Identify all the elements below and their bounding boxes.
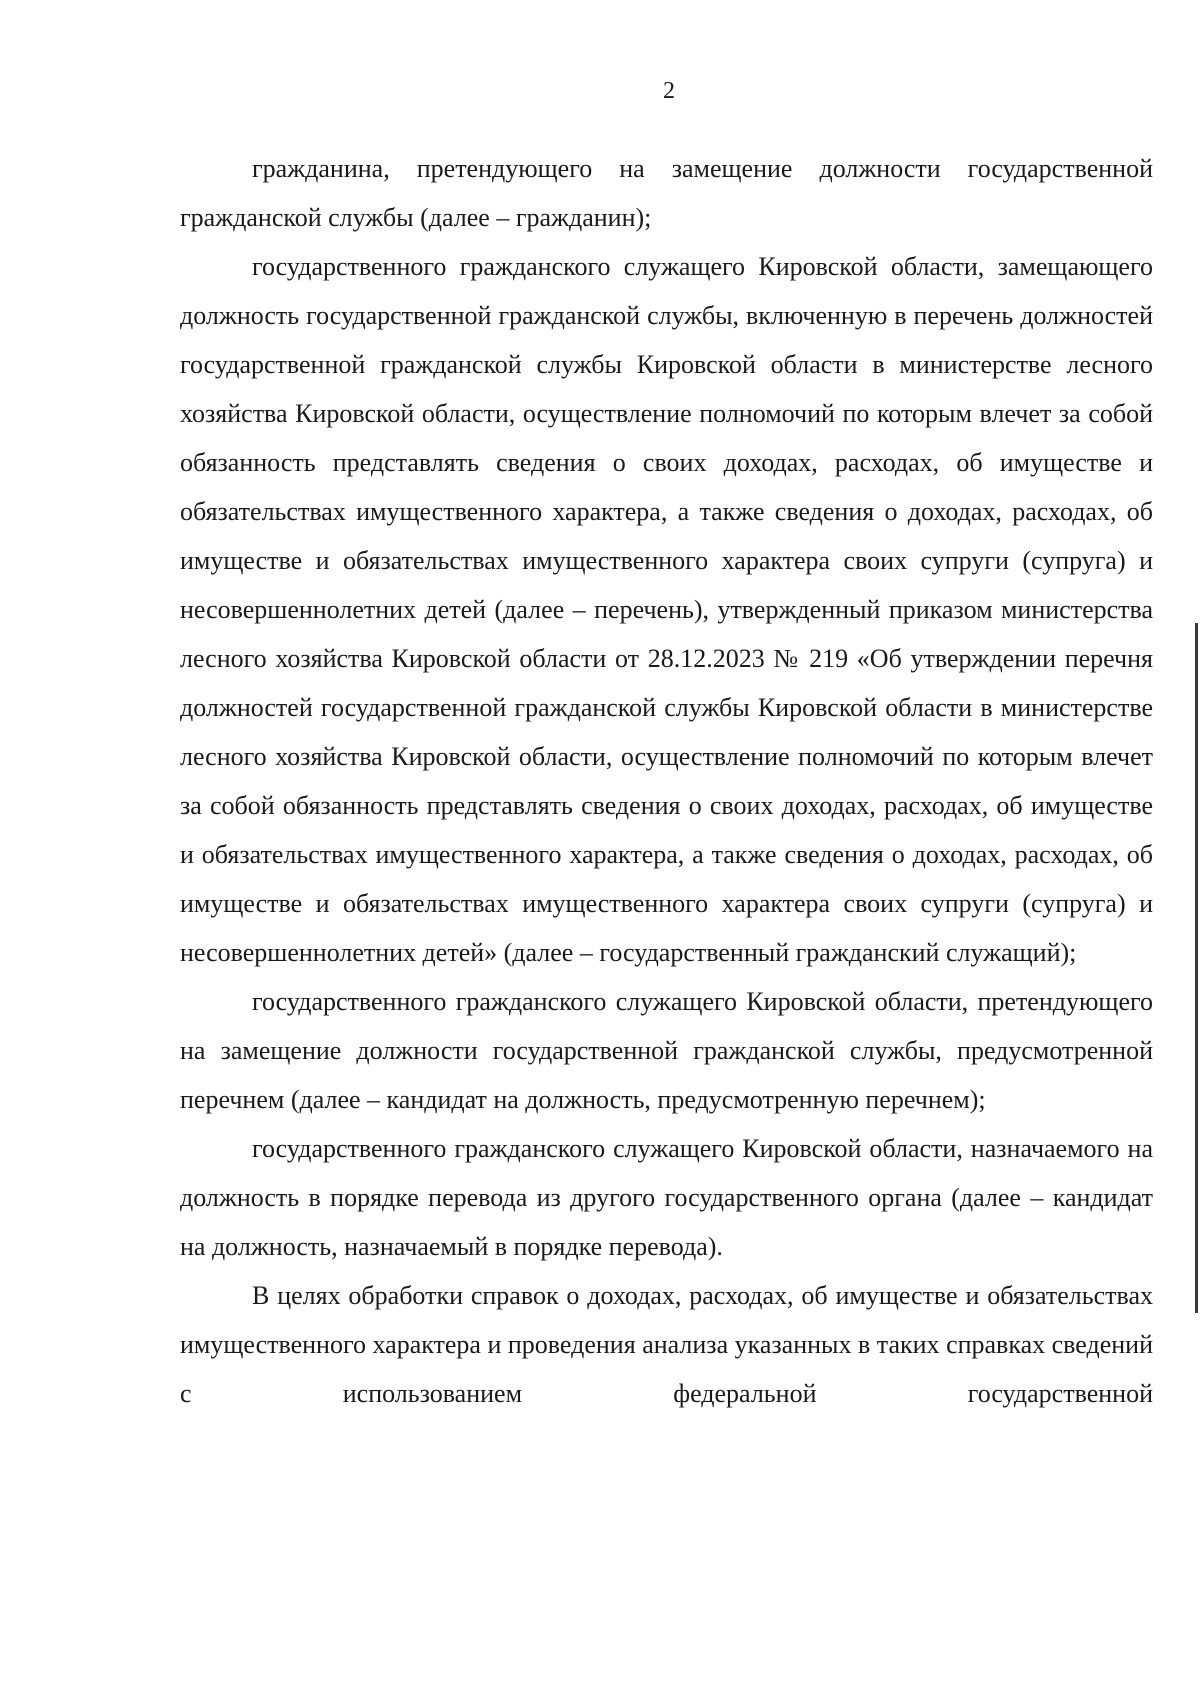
paragraph-candidate-for-position: государственного гражданского служащего Кировской области, претендующего на замещение должности государственной гражданской службы, предусмотренной перечнем (далее – кандидат на должность, предусмотренную перечнем);: [180, 987, 1153, 1114]
page-number: 2: [663, 78, 675, 104]
paragraph-candidate-by-transfer: государственного гражданского служащего Кировской области, назначаемого на должность в порядке перевода из другого государственного органа (далее – кандидат на должность, назначаемый в порядке перевода).: [180, 1134, 1153, 1261]
scan-edge-line: [1195, 623, 1198, 1313]
paragraph-processing-purpose: В целях обработки справок о доходах, расходах, об имуществе и обязательствах имущественного характера и проведения анализа указанных в таких справках сведений с использованием федеральной государственной: [180, 1281, 1153, 1408]
paragraph-civil-servant: государственного гражданского служащего Кировской области, замещающего должность государственной гражданской службы, включенную в перечень должностей государственной гражданской службы Кировской области в министерстве лесного хозяйства Кировской области, осуществление полномочий по которым влечет за собой обязанность представлять сведения о своих доходах, расходах, об имуществе и обязательствах имущественного характера, а также сведения о доходах, расходах, об имуществе и обязательствах имущественного характера своих супруги (супруга) и несовершеннолетних детей (далее – перечень), утвержденный приказом министерства лесного хозяйства Кировской области от 28.12.2023 № 219 «Об утверждении перечня должностей государственной гражданской службы Кировской области в министерстве лесного хозяйства Кировской области, осуществление полномочий по которым влечет за собой обязанность представлять сведения о своих доходах, расходах, об имуществе и обязательствах имущественного характера, а также сведения о доходах, расходах, об имуществе и обязательствах имущественного характера своих супруги (супруга) и несовершеннолетних детей» (далее – государственный гражданский служащий);: [180, 252, 1153, 967]
paragraph-citizen: гражданина, претендующего на замещение должности государственной гражданской службы (далее – гражданин);: [180, 154, 1153, 232]
document-body: [180, 144, 1153, 1418]
